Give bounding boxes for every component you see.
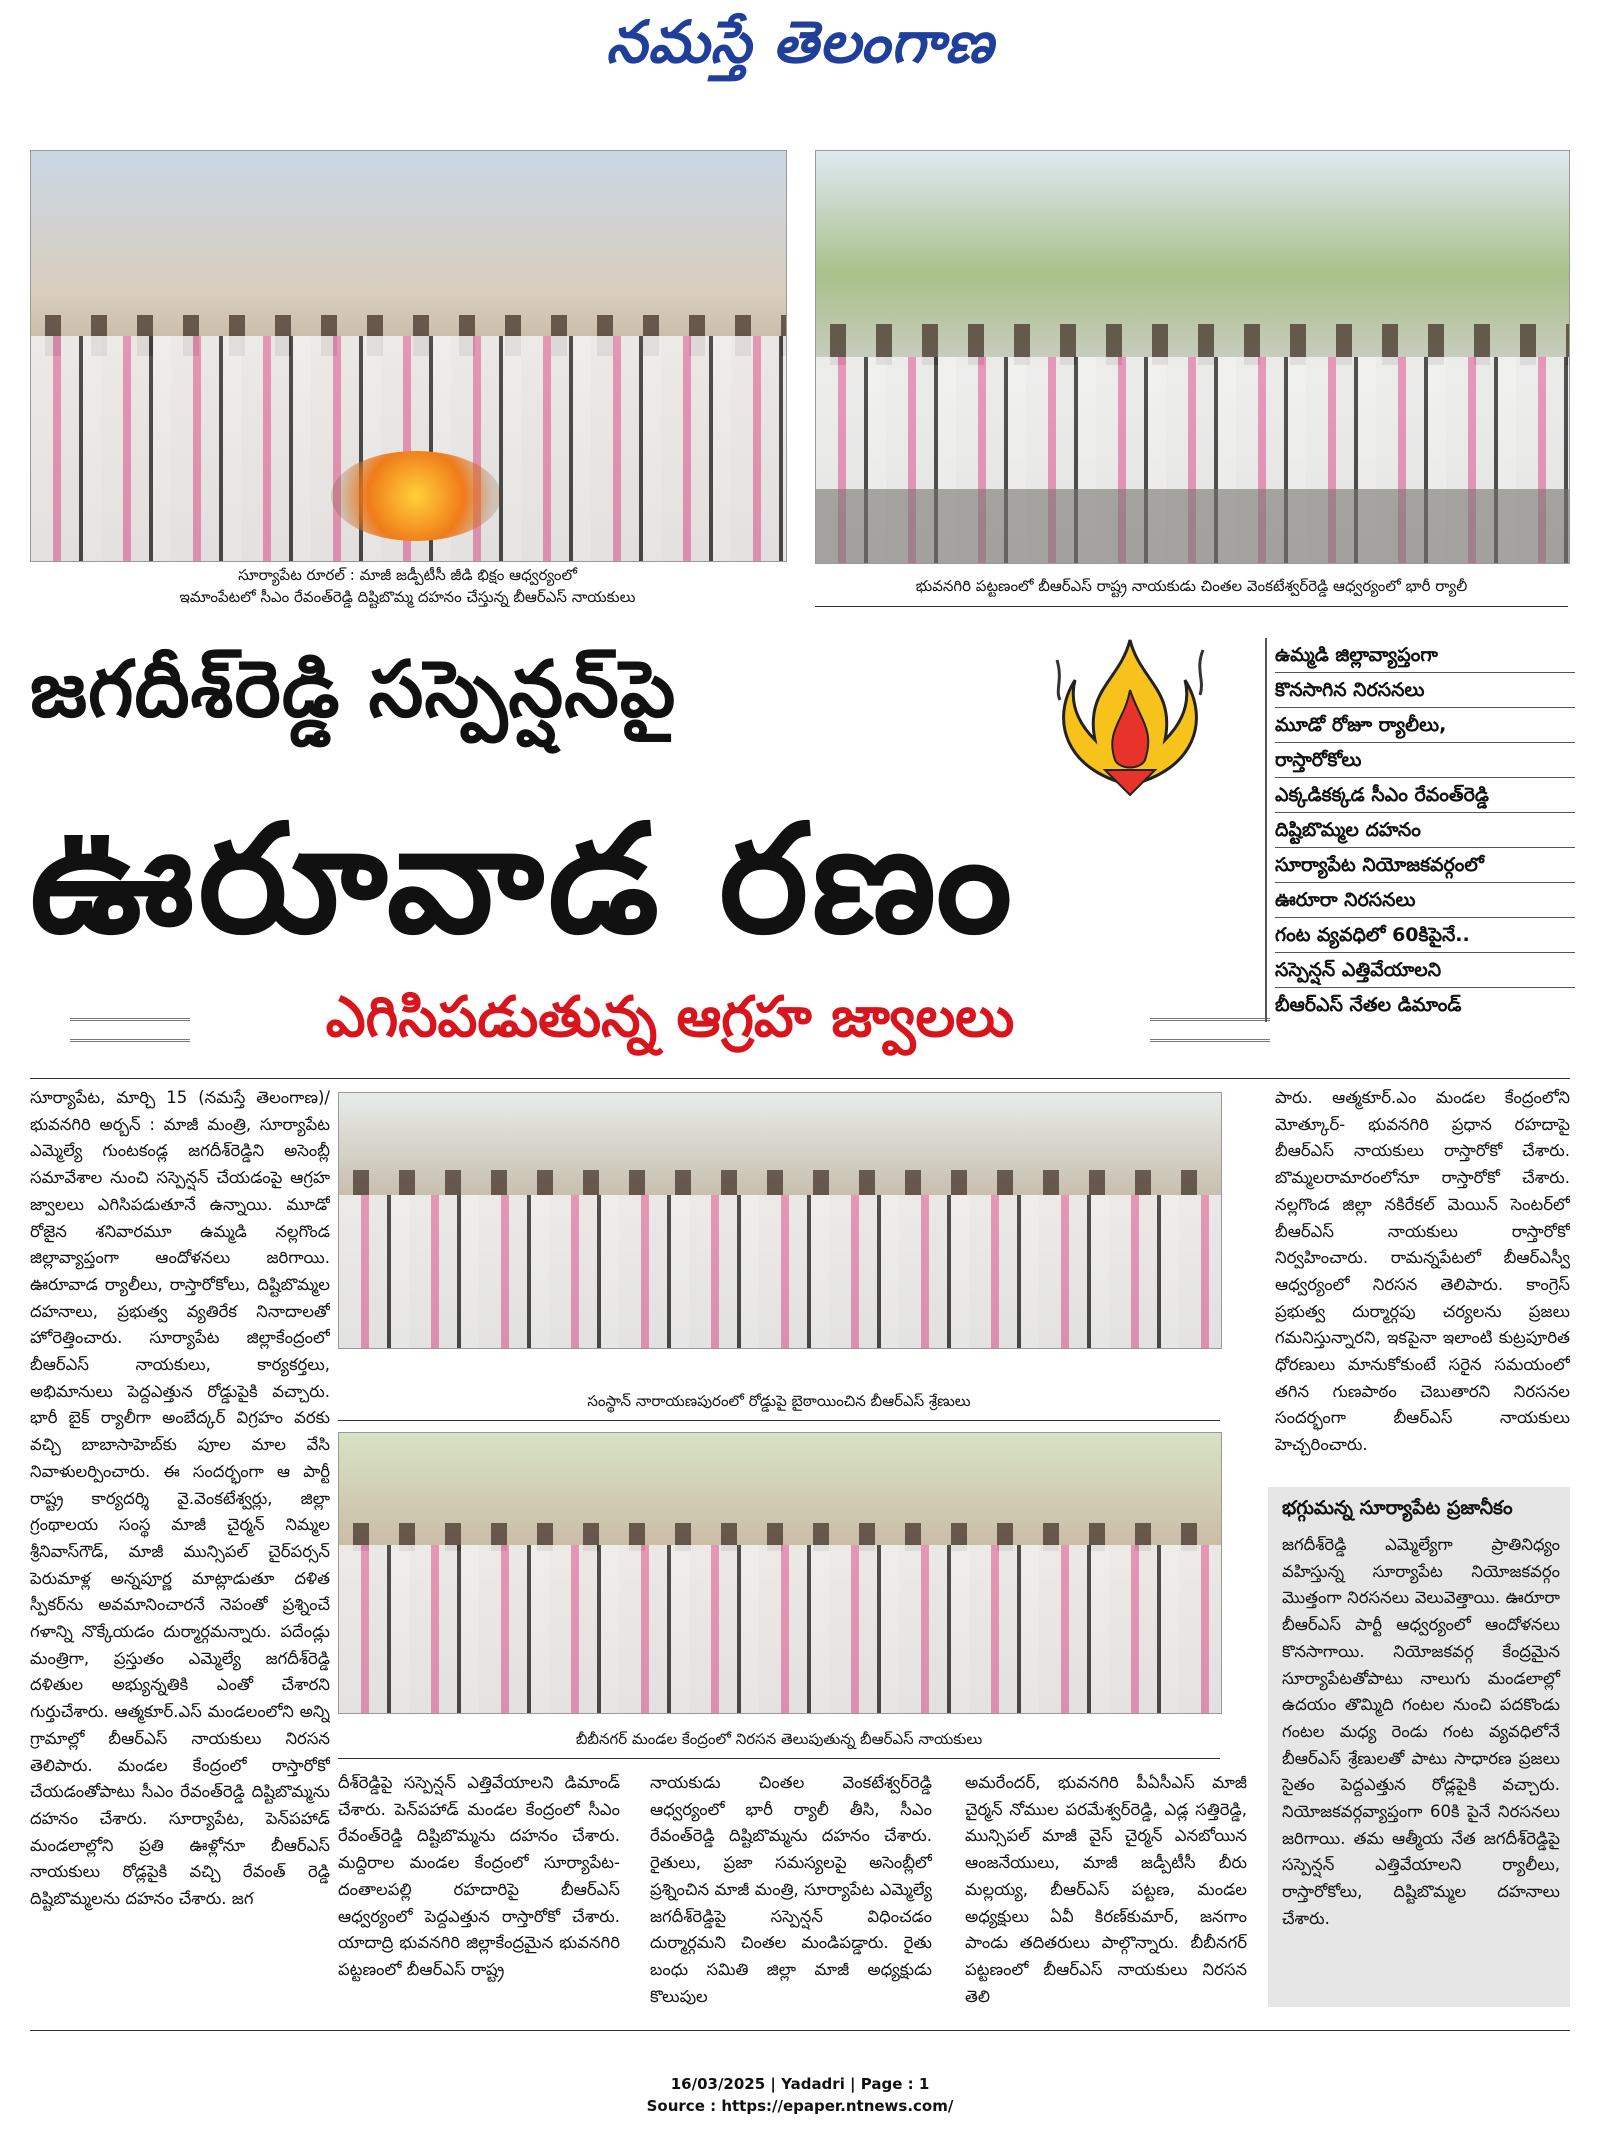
footer-source[interactable]: Source : https://epaper.ntnews.com/	[646, 2097, 954, 2115]
headline-line1: జగదీశ్‌రెడ్డి సస్పెన్షన్‌పై	[30, 645, 677, 735]
article-column-bottom-2: నాయకుడు చింతల వెంకటేశ్వర్‌రెడ్డి ఆధ్వర్యంలో భారీ ర్యాలీ తీసి, సీఎం రేవంత్‌రెడ్డి దిష్టిబొమ్మను దహనం చేశారు. రైతులు, ప్రజా సమస్యలపై అసెంబ్లీలో ప్రశ్నించిన మాజీ మంత్రి, సూర్యాపేట ఎమ్మెల్యే జగదీశ్‌రెడ్డిపై సస్పెన్షన్ విధించడం దుర్మార్గమని చింతల మండిపడ్డారు. రైతు బంధు సమితి జిల్లా మాజీ అధ్యక్షుడు కొలుపుల	[650, 1773, 932, 2005]
highlight-item: రాస్తారోకోలు	[1275, 743, 1575, 778]
photo-caption-4: బీబీనగర్ మండల కేంద్రంలో నిరసన తెలుపుతున్న బీఆర్‌ఎస్ నాయకులు	[575, 1730, 983, 1748]
article-column-bottom-1: దీశ్‌రెడ్డిపై సస్పెన్షన్ ఎత్తివేయాలని డిమాండ్ చేశారు. పెన్‌పహాడ్ మండల కేంద్రంలో సీఎం రేవంత్‌రెడ్డి దిష్టిబొమ్మను దహనం చేశారు. మద్దిరాల మండల కేంద్రంలో సూర్యాపేట-దంతాలపల్లి రహదారిపై బీఆర్‌ఎస్ ఆధ్వర్యంలో పెద్దఎత్తున రాస్తారోకో చేశారు. యాదాద్రి భువనగిరి జిల్లాకేంద్రమైన భువనగిరి పట్టణంలో బీఆర్‌ఎస్ రాష్ట్ర	[338, 1773, 620, 1979]
highlight-item: సూర్యాపేట నియోజకవర్గంలో	[1275, 848, 1575, 883]
photo-narayanapuram	[338, 1092, 1222, 1349]
sidebar-box	[1268, 1487, 1570, 2007]
photo-caption-3: సంస్థాన్ నారాయణపురంలో రోడ్డుపై బైఠాయించిన బీఆర్‌ఎస్ శ్రేణులు	[587, 1392, 971, 1410]
highlight-item: సస్పెన్షన్ ఎత్తివేయాలని	[1275, 953, 1575, 988]
flame-icon	[1045, 620, 1215, 800]
article-column-bottom-3: అమరేందర్, భువనగిరి పీఏసీఎస్ మాజీ చైర్మన్ నోముల పరమేశ్వర్‌రెడ్డి, ఎడ్ల సత్తిరెడ్డి, మున్సిపల్ మాజీ వైస్ చైర్మన్ ఎనబోయిన ఆంజనేయులు, మాజీ జడ్పీటీసీ బీరు మల్లయ్య, బీఆర్‌ఎస్ పట్టణ, మండల అధ్యక్షులు ఏవీ కిరణ్‌కుమార్, జనగాం పాండు తదితరులు పాల్గొన్నారు. బీబీనగర్ పట్టణంలో బీఆర్‌ఎస్ నాయకులు నిరసన తెలి	[965, 1773, 1247, 2005]
decor-lines-right	[1150, 1018, 1270, 1042]
decor-lines-left	[70, 1018, 190, 1042]
newspaper-title: నమస్తే తెలంగాణ	[606, 8, 994, 76]
headline-subtitle: ఎగిసిపడుతున్న ఆగ్రహ జ్వాలలు	[325, 985, 1015, 1050]
highlight-item: బీఆర్‌ఎస్ నేతల డిమాండ్	[1275, 994, 1462, 1016]
sidebar-box-text: జగదీశ్‌రెడ్డి ఎమ్మెల్యేగా ప్రాతినిధ్యం వహిస్తున్న సూర్యాపేట నియోజకవర్గం మొత్తంగా నిరసనలు వెలువెత్తాయి. ఊరూరా బీఆర్‌ఎస్ పార్టీ ఆధ్వర్యంలో ఆందోళనలు కొనసాగాయి. నియోజకవర్గ కేంద్రమైన సూర్యాపేటతోపాటు నాలుగు మండలాల్లో ఉదయం తొమ్మిది గంటల నుంచి పదకొండు గంటల మధ్య రెండు గంట వ్యవధిలోనే బీఆర్‌ఎస్ శ్రేణులతో పాటు సాధారణ ప్రజలు సైతం పెద్దఎత్తున రోడ్లపైకి వచ్చారు. నియోజకవర్గవ్యాప్తంగా 60కి పైనే నిరసనలు జరిగాయి. తమ ఆత్మీయ నేత జగదీశ్‌రెడ్డిపై సస్పెన్షన్ ఎత్తివేయాలని ర్యాలీలు, రాస్తారోకోలు, దిష్టిబొమ్మల దహనాలు చేశారు.	[1282, 1535, 1560, 1928]
highlight-item: ఊరూరా నిరసనలు	[1275, 883, 1575, 918]
footer-edition: 16/03/2025 | Yadadri | Page : 1	[670, 2075, 930, 2093]
highlight-item: మూడో రోజూ ర్యాలీలు,	[1275, 708, 1575, 743]
photo-caption-1: సూర్యాపేట రూరల్ : మాజీ జడ్పీటీసీ జీడి భిక్షం ఆధ్వర్యంలో ఇమాంపేటలో సీఎం రేవంత్‌రెడ్డి దిష్టిబొమ్మ దహనం చేస్తున్న బీఆర్‌ఎస్ నాయకులు	[179, 566, 636, 606]
photo-bhuvanagiri-rally	[815, 150, 1570, 564]
headline-main: ఊరూవాడ రణం	[30, 793, 1017, 967]
highlight-item: కొనసాగిన నిరసనలు	[1275, 673, 1575, 708]
highlight-item: దిష్టిబొమ్మల దహనం	[1275, 813, 1575, 848]
article-column-left: సూర్యాపేట, మార్చి 15 (నమస్తే తెలంగాణ)/భువనగిరి అర్బన్ : మాజీ మంత్రి, సూర్యాపేట ఎమ్మెల్యే గుంటకండ్ల జగదీశ్‌రెడ్డిని అసెంబ్లీ సమావేశాల నుంచి సస్పెన్షన్ చేయడంపై ఆగ్రహ జ్వాలలు ఎగిసిపడుతూనే ఉన్నాయి. మూడో రోజైన శనివారమూ ఉమ్మడి నల్లగొండ జిల్లావ్యాప్తంగా ఆందోళనలు జరిగాయి. ఊరూవాడ ర్యాలీలు, రాస్తారోకోలు, దిష్టిబొమ్మల దహనాలు, ప్రభుత్వ వ్యతిరేక నినాదాలతో హోరెత్తించారు. సూర్యాపేట జిల్లాకేంద్రంలో బీఆర్‌ఎస్ నాయకులు, కార్యకర్తలు, అభిమానులు పెద్దఎత్తున రోడ్డుపైకి వచ్చారు. భారీ బైక్ ర్యాలీగా అంబేద్కర్ విగ్రహం వరకు వచ్చి బాబాసాహెబ్‌కు పూల మాల వేసి నివాళులర్పించారు. ఈ సందర్భంగా ఆ పార్టీ రాష్ట్ర కార్యదర్శి వై.వెంకటేశ్వర్లు, జిల్లా గ్రంథాలయ సంస్థ మాజీ చైర్మన్ నిమ్మల శ్రీనివాస్‌గౌడ్, మాజీ మున్సిపల్ చైర్‌పర్సన్ పెరుమాళ్ల అన్నపూర్ణ మాట్లాడుతూ దళిత స్పీకర్‌ను అవమానించారనే నెపంతో ప్రశ్నించే గళాన్ని నొక్కేయడం దుర్మార్గమన్నారు. పదేండ్లు మంత్రిగా, ప్రస్తుతం ఎమ్మెల్యే జగదీశ్‌రెడ్డి దళితుల అభ్యున్నతికి ఎంతో చేశారని గుర్తుచేశారు. ఆత్మకూర్.ఎస్ మండలంలోని అన్ని గ్రామాల్లో బీఆర్‌ఎస్ నాయకులు నిరసన తెలిపారు. మండల కేంద్రంలో రాస్తారోకో చేయడంతోపాటు సీఎం రేవంత్‌రెడ్డి దిష్టిబొమ్మను దహనం చేశారు. సూర్యాపేట, పెన్‌పహాడ్ మండలాల్లోని ప్రతి ఊళ్లోనూ బీఆర్‌ఎస్ నాయకులు రోడ్లపైకి వచ్చి రేవంత్ రెడ్డి దిష్టిబొమ్మలను దహనం చేశారు. జగ	[30, 1088, 330, 1909]
highlight-item: గంట వ్యవధిలో 60కిపైనే..	[1275, 918, 1575, 953]
photo-bibinagar	[338, 1432, 1222, 1714]
masthead	[0, 0, 1600, 80]
highlight-item: ఎక్కడికక్కడ సీఎం రేవంత్‌రెడ్డి	[1275, 778, 1575, 813]
fire-image	[331, 451, 501, 541]
photo-suryapet-rural	[30, 150, 787, 562]
sidebar-box-title: భగ్గుమన్న సూర్యాపేట ప్రజానీకం	[1282, 1497, 1513, 1519]
photo-caption-2: భువనగిరి పట్టణంలో బీఆర్‌ఎస్ రాష్ట్ర నాయకుడు చింతల వెంకటేశ్వర్‌రెడ్డి ఆధ్వర్యంలో భారీ ర్యాలీ	[915, 577, 1468, 595]
highlight-item: ఉమ్మడి జిల్లావ్యాప్తంగా	[1275, 638, 1575, 673]
article-column-right: పారు. ఆత్మకూర్.ఎం మండల కేంద్రంలోని మోత్కూర్- భువనగిరి ప్రధాన రహదాపై బీఆర్‌ఎస్ నాయకులు రాస్తారోకో చేశారు. బొమ్మలరామారంలోనూ రాస్తారోకో చేశారు. నల్లగొండ జిల్లా నకిరేకల్ మెయిన్ సెంటర్‌లో బీఆర్‌ఎస్ నాయకులు రాస్తారోకో నిర్వహించారు. రామన్నపేటలో బీఆర్‌ఎస్వీ ఆధ్వర్యంలో నిరసన తెలిపారు. కాంగ్రెస్ ప్రభుత్వ దుర్మార్గపు చర్యలను ప్రజలు గమనిస్తున్నారని, ఇకపైనా ఇలాంటి కుట్రపూరిత ధోరణులు మానుకోకుంటే సరైన సమయంలో తగిన గుణపాఠం చెబుతారని నిరసనల సందర్భంగా బీఆర్‌ఎస్ నాయకులు హెచ్చరించారు.	[1275, 1088, 1570, 1455]
highlights-box	[1265, 638, 1575, 1022]
